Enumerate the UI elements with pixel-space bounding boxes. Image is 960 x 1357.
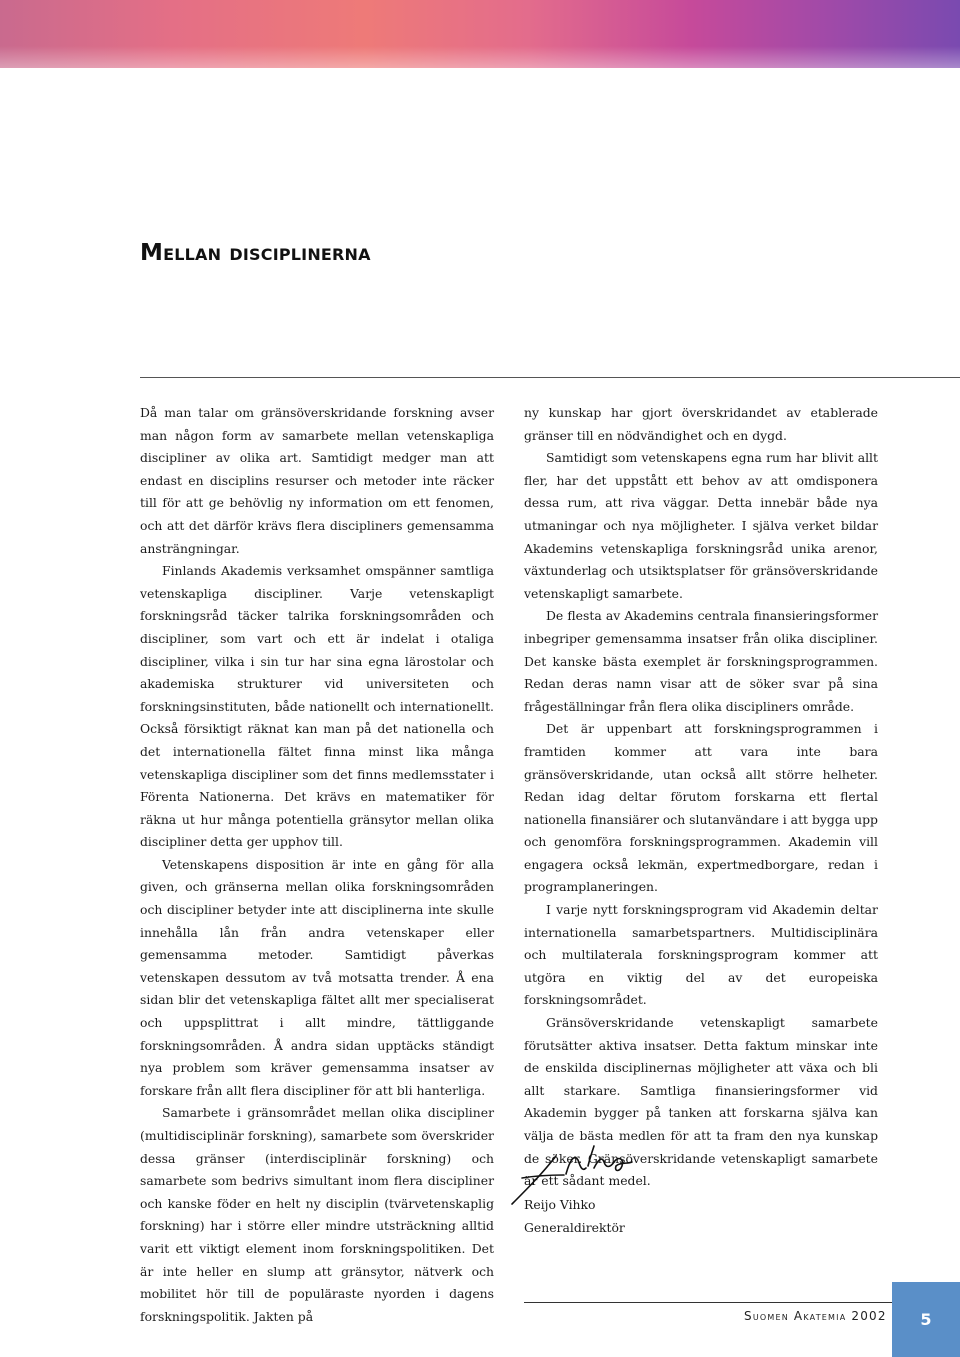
- paragraph: Då man talar om gränsöverskridande forskning avser man någon form av samarbete mellan vetenskapliga discipliner av olika art. Samtidigt medger man att endast en disciplins resurser och metoder inte räcker till för att ge behövlig ny information om ett fenomen, och att det därför krävs flera discipliners gemensamma ansträngningar.: [140, 405, 494, 556]
- paragraph: Gränsöverskridande vetenskapligt samarbete förutsätter aktiva insatser. Detta faktum minskar inte de enskilda disciplinernas möjligheter att växa och bli allt starkare. Samtliga finansieringsformer vid Akademin bygger på tanken att forskarna själva kan välja de bästa medlen för att ta fram den nya kunskap de söker. Gränsöverskridande vetenskapligt samarbete är ett sådant medel.: [524, 1015, 878, 1189]
- paragraph: ny kunskap har gjort överskridandet av etablerade gränser till en nödvändighet och en dygd.: [524, 405, 878, 443]
- footer-publication: Suomen Akatemia 2002: [744, 1309, 887, 1323]
- page-title: Mellan disciplinerna: [140, 240, 371, 266]
- paragraph: Vetenskapens disposition är inte en gång för alla given, och gränserna mellan olika forskningsområden och discipliner betyder inte att disciplinerna inte skulle innehålla lån från andra vetenskaper eller gemensamma metoder. Samtidigt påverkas vetenskapen dessutom av två motsatta trender. Å ena sidan blir det vetenskapliga fältet allt mer specialiserat och uppsplittrat i allt mindre, tättliggande forskningsområden. Å andra sidan upptäcks ständigt nya problem som kräver gemensamma insatser av forskare från allt flera discipliner för att bli hanterliga.: [140, 856, 494, 1098]
- page-number-box: [892, 1282, 960, 1357]
- header-gradient-band: [0, 0, 960, 68]
- signer-name: Reijo Vihko: [524, 1197, 596, 1212]
- title-divider: [140, 377, 960, 378]
- signature-block: [524, 1194, 625, 1239]
- left-column: [140, 402, 494, 1328]
- paragraph: Det är uppenbart att forskningsprogrammen i framtiden kommer att vara inte bara gränsöverskridande, utan också allt större helheter. Redan idag deltar förutom forskarna ett flertal nationella finansiärer och slutanvändare i att bygga upp och genomföra forskningsprogrammen. Akademin vill engagera också lekmän, expertmedborgare, redan i programplaneringen.: [524, 721, 878, 895]
- paragraph: Finlands Akademis verksamhet omspänner samtliga vetenskapliga discipliner. Varje vetenskapligt forskningsråd täcker talrika forskningsområden och discipliner, som vart och ett är indelat i otaliga discipliner, vilka i sin tur har sina egna lärostolar och akademiska strukturer vid universiteten och forskningsinstituten, både nationellt och internationellt. Också försiktigt räknat kan man på det nationella och det internationella fältet finna minst lika många vetenskapliga discipliner som det finns medlemsstater i Förenta Nationerna. Det krävs en matematiker för räkna ut hur många potentiella gränsytor mellan olika discipliner detta ger upphov till.: [140, 563, 494, 850]
- signer-title: Generaldirektör: [524, 1219, 625, 1235]
- right-column: [524, 402, 878, 1193]
- paragraph: I varje nytt forskningsprogram vid Akademin deltar internationella samarbetspartners. Multidisciplinära och multilaterala forskningsprogram kommer att utgöra en viktig del av det europeiska forskningsområdet.: [524, 902, 878, 1008]
- paragraph: De flesta av Akademins centrala finansieringsformer inbegriper gemensamma insatser från olika discipliner. Det kanske bästa exemplet är forskningsprogrammen. Redan deras namn visar att de söker svar på sina frågeställningar från flera olika discipliners område.: [524, 608, 878, 714]
- footer-divider: [524, 1302, 894, 1303]
- paragraph: Samtidigt som vetenskapens egna rum har blivit allt fler, har det uppstått ett behov av att omdisponera dessa rum, att riva väggar. Detta innebär både nya utmaningar och nya möjligheter. I själva verket bildar Akademins vetenskapliga forskningsråd unika arenor, växtunderlag och utsiktsplatser för gränsöverskridande vetenskapligt samarbete.: [524, 450, 878, 601]
- paragraph: Samarbete i gränsområdet mellan olika discipliner (multidisciplinär forskning), samarbete som överskrider dessa gränser (interdisciplinär forskning) och samarbete som bedrivs simultant inom flera discipliner och kanske föder en helt ny disciplin (tvärvetenskaplig forskning) har i större eller mindre utsträckning alltid varit ett viktigt element inom forskningspolitiken. Det är inte heller en slump att gränsytor, nätverk och mobilitet hör till de populäraste nyorden i dagens forskningspolitik. Jakten på: [140, 1105, 494, 1324]
- page-number: 5: [920, 1310, 932, 1329]
